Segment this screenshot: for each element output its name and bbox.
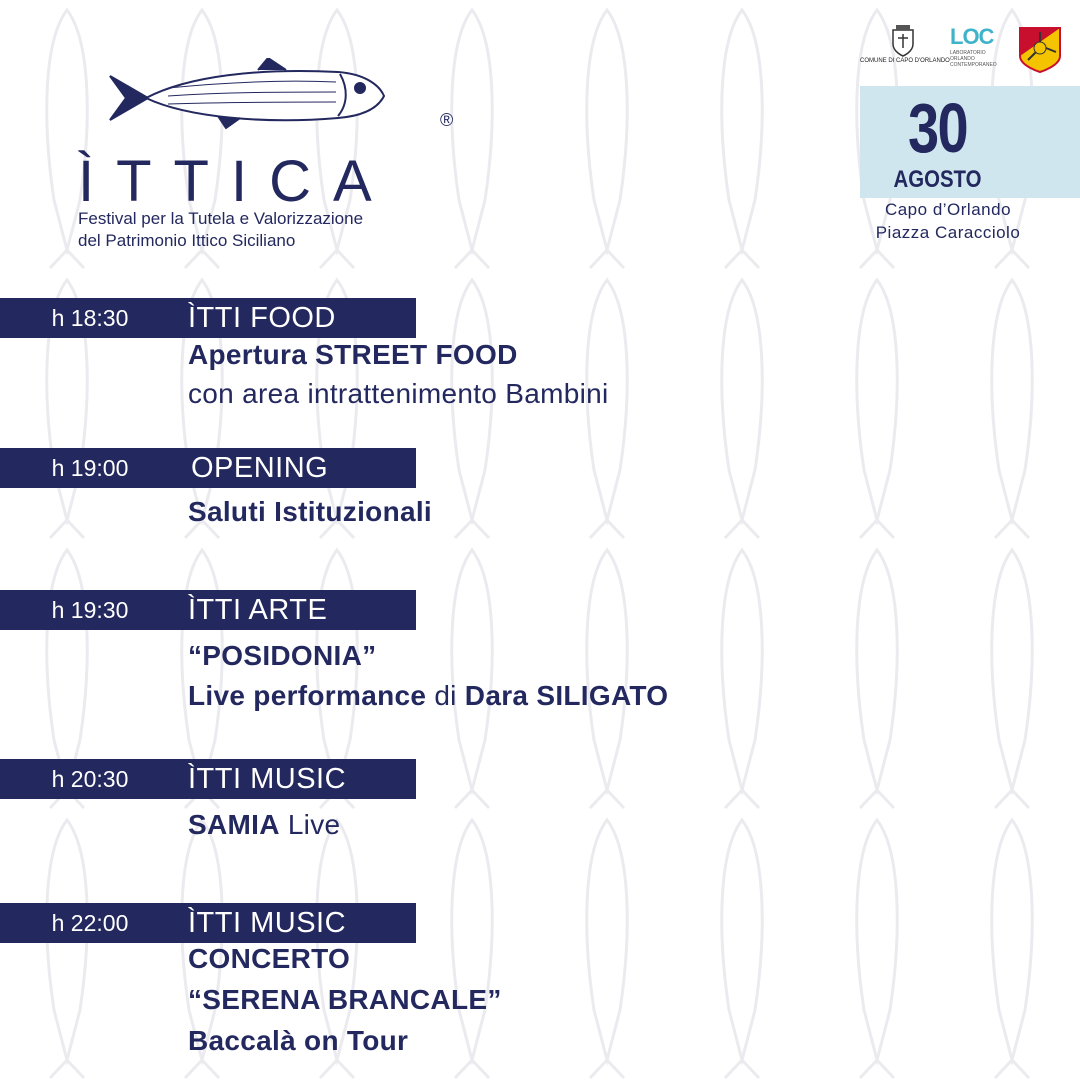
program-subtitle: con area intrattenimento Bambini	[188, 378, 609, 409]
date-day: 30	[907, 89, 968, 167]
program-time: h 18:30	[51, 305, 129, 331]
loc-title: LOC	[950, 24, 994, 49]
program-time: h 22:00	[51, 910, 129, 936]
program-category: ÌTTI MUSIC	[188, 763, 347, 795]
performer-type: Live performance	[188, 680, 427, 711]
program-subtitle-2: Baccalà on Tour	[188, 1025, 409, 1056]
program-time: h 19:00	[51, 455, 129, 481]
program-title: Apertura STREET FOOD	[188, 339, 518, 370]
program-title: CONCERTO	[188, 943, 351, 974]
performer-connector: di	[426, 680, 465, 711]
comune-label: COMUNE DI CAPO D'ORLANDO	[860, 58, 950, 64]
artist-name: SAMIA	[188, 809, 280, 840]
event-place	[848, 198, 1048, 244]
logo-tagline	[78, 208, 458, 252]
program-category: ÌTTI ARTE	[188, 594, 328, 626]
sardine-icon	[108, 58, 388, 138]
program-category: ÌTTI FOOD	[188, 302, 336, 334]
tagline-line-2: del Patrimonio Ittico Siciliano	[78, 231, 296, 250]
program-category: ÌTTI MUSIC	[188, 907, 347, 939]
program-title-line	[188, 809, 340, 841]
program-subtitle: “SERENA BRANCALE”	[188, 984, 502, 1015]
program-title: “POSIDONIA”	[188, 640, 377, 671]
program-header-1	[0, 298, 416, 338]
performer-name: Dara SILIGATO	[464, 680, 669, 711]
artist-suffix: Live	[279, 809, 341, 840]
loc-sub-1: LABORATORIO	[950, 50, 986, 56]
date-month: AGOSTO	[893, 166, 982, 193]
program-header-5	[0, 903, 416, 943]
sicily-region-crest-icon	[1018, 26, 1062, 74]
program-time: h 19:30	[51, 597, 129, 623]
program-category: OPENING	[191, 452, 329, 484]
registered-mark: ®	[440, 110, 454, 130]
partner-logos	[860, 22, 1068, 78]
ittica-logo	[78, 58, 478, 258]
logo-wordmark: ÌTTICA	[78, 149, 394, 214]
program-time: h 20:30	[51, 766, 129, 792]
crest-icon	[888, 24, 918, 58]
date-box	[860, 86, 1080, 198]
program-performer-line	[188, 680, 668, 712]
program-header-2	[0, 448, 416, 488]
program-header-3	[0, 590, 416, 630]
program-title: Saluti Istituzionali	[188, 496, 433, 527]
program-header-4	[0, 759, 416, 799]
place-square: Piazza Caracciolo	[875, 223, 1021, 242]
tagline-line-1: Festival per la Tutela e Valorizzazione	[78, 209, 364, 228]
loc-logo	[950, 24, 1010, 76]
comune-logo	[860, 24, 950, 76]
place-town: Capo d’Orlando	[884, 200, 1012, 219]
loc-sub-3: CONTEMPORANEO	[950, 62, 997, 68]
loc-sub-2: ORLANDO	[950, 56, 975, 62]
